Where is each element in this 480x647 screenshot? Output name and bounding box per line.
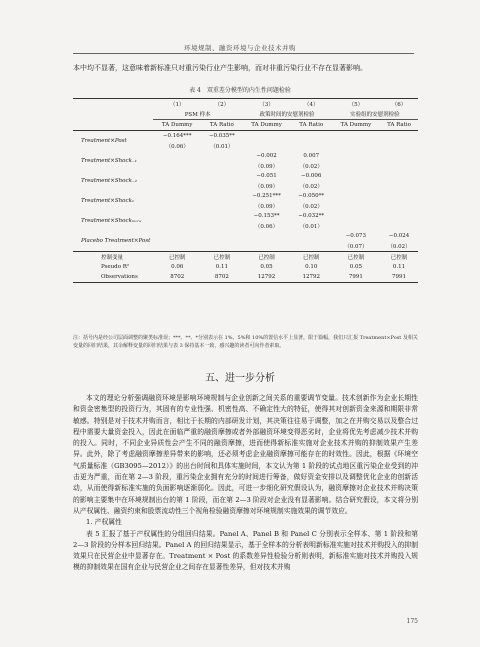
coef-cell: −0.251*** bbox=[252, 193, 281, 199]
se-cell: （0.02） bbox=[299, 184, 323, 190]
stat-cell: 0.05 bbox=[349, 264, 363, 270]
se-cell bbox=[291, 241, 332, 252]
stat-cell: 已控制 bbox=[291, 252, 332, 263]
se-cell: （0.02） bbox=[299, 164, 323, 170]
se-cell bbox=[201, 221, 242, 231]
coef-cell bbox=[242, 231, 290, 241]
column-number: （1） bbox=[153, 99, 201, 110]
se-cell: （0.01） bbox=[210, 144, 234, 150]
table-row bbox=[73, 120, 418, 131]
paragraph: 本文的理论分析强调融资环境是影响环境规制与企业创新之间关系的重要调节变量。技术创新作为企业长期性和资金密集型的投资行为，其固有的专业性强、机密性高、不确定性大的特征，使得其对创新资金来源和期限非常敏感。特别是对于技术并购而言，相比于长期的内部研发计划，其决策往往易于调整，加之在并购交易以及整合过程中需要大量资金投入，因此在面临严重的融资摩擦或者外部融资环境变得恶劣时，企业将优先考虑减少技术并购的投入。同时，不同企业异质性会产生不同的融资摩擦，进而使得新标准实施对企业技术并购的抑制效果产生差异。此外，除了考虑融资摩擦差异带来的影响，还必须考虑企业融资摩擦可能存在的时效性。因此，根据《环境空气质量标准（GB3095—2012）》的出台时间和具体实施时间，本文认为第 1 阶段的试点地区重污染企业受到的冲击更为严重，而在第 2—3 阶段，重污染企业拥有充分的时间进行筹备，做好资金安排以及调整优化企业的创新活动，从而使得新标准实施的负面影响逐渐弱化。因此，可进一步细化研究假设认为，融资摩擦对企业技术并购决策的影响主要集中在环境规制出台的第 1 阶段，而在第 2—3 阶段对企业没有显著影响。结合研究假设，本文将分别从产权属性、融资约束和股票流动性三个视角检验融资摩擦对环境规制实施效果的调节效应。 bbox=[73, 394, 418, 515]
coef-cell: −0.024 bbox=[388, 233, 410, 239]
coef-cell bbox=[201, 171, 242, 181]
se-cell bbox=[242, 241, 290, 252]
se-cell bbox=[201, 161, 242, 171]
se-cell: （0.02） bbox=[299, 204, 323, 210]
row-label: Treatment×Post bbox=[81, 138, 127, 144]
coef-cell: −0.050** bbox=[298, 193, 325, 199]
body-text bbox=[73, 393, 418, 574]
coef-cell bbox=[332, 171, 380, 181]
column-number: （6） bbox=[380, 99, 418, 110]
stat-cell: 已控制 bbox=[332, 252, 380, 263]
regression-table bbox=[73, 98, 418, 283]
se-cell bbox=[380, 161, 418, 171]
row-label: Treatment×Shock₁ bbox=[81, 198, 135, 204]
row-label: 控制变量 bbox=[73, 252, 153, 263]
group-header: PSM 样本 bbox=[153, 109, 242, 120]
stat-cell: 0.10 bbox=[305, 264, 318, 270]
column-number: （4） bbox=[291, 99, 332, 110]
coef-cell bbox=[153, 151, 201, 161]
coef-cell bbox=[380, 171, 418, 181]
page-number: 175 bbox=[406, 618, 418, 625]
se-cell bbox=[380, 201, 418, 211]
se-cell bbox=[153, 161, 201, 171]
coef-cell: −0.153** bbox=[253, 213, 280, 219]
coef-cell bbox=[332, 211, 380, 221]
table-row bbox=[73, 211, 418, 221]
intro-text: 本中均不显著，这意味着新标准只对重污染行业产生影响，而对非重污染行业不存在显著影响。 bbox=[73, 64, 367, 72]
column-number: （5） bbox=[332, 99, 380, 110]
row-label: Treatment×Shock₋₁ bbox=[81, 158, 138, 164]
row-label: Treatment×Shockₘₒᵣₑ bbox=[81, 218, 142, 224]
stat-cell: 0.05 bbox=[260, 264, 273, 270]
column-number: （3） bbox=[242, 99, 290, 110]
se-cell bbox=[332, 221, 380, 231]
coef-cell bbox=[291, 131, 332, 142]
stat-cell: 8702 bbox=[153, 272, 201, 283]
stat-cell: 7991 bbox=[380, 272, 418, 283]
coef-cell bbox=[201, 231, 242, 241]
coef-cell bbox=[153, 171, 201, 181]
se-cell bbox=[201, 201, 242, 211]
table-row bbox=[73, 252, 418, 263]
coef-cell bbox=[153, 211, 201, 221]
table-row bbox=[73, 131, 418, 142]
stat-cell: 0.11 bbox=[215, 264, 228, 270]
se-cell: （0.06） bbox=[254, 224, 279, 230]
row-label: Pseudo R² bbox=[101, 264, 130, 270]
table-row bbox=[73, 262, 418, 272]
table-row bbox=[73, 151, 418, 161]
coef-cell bbox=[242, 131, 290, 142]
stat-cell: 已控制 bbox=[153, 252, 201, 263]
coef-cell: −0.035** bbox=[208, 133, 235, 139]
coef-cell bbox=[332, 151, 380, 161]
coef-cell bbox=[380, 211, 418, 221]
column-header: TA Ratio bbox=[380, 120, 418, 131]
coef-cell: −0.051 bbox=[256, 173, 277, 179]
column-header: TA Ratio bbox=[291, 120, 332, 131]
coef-cell: −0.006 bbox=[301, 173, 322, 179]
table-row bbox=[73, 191, 418, 201]
table-row bbox=[73, 99, 418, 110]
se-cell bbox=[332, 201, 380, 211]
column-header: TA Dummy bbox=[242, 120, 290, 131]
se-cell: （0.02） bbox=[387, 244, 411, 250]
coef-cell bbox=[380, 131, 418, 142]
coef-cell bbox=[153, 231, 201, 241]
se-cell: （0.09） bbox=[254, 164, 279, 170]
stat-cell: 已控制 bbox=[201, 252, 242, 263]
table-row bbox=[73, 109, 418, 120]
coef-cell: −0.073 bbox=[345, 233, 367, 239]
se-cell bbox=[201, 181, 242, 191]
coef-cell bbox=[291, 231, 332, 241]
se-cell bbox=[153, 181, 201, 191]
table-cell-blank bbox=[73, 99, 153, 110]
se-cell bbox=[380, 221, 418, 231]
stat-cell: 已控制 bbox=[380, 252, 418, 263]
se-cell bbox=[332, 161, 380, 171]
stat-cell: 0.06 bbox=[171, 264, 184, 270]
column-header: TA Ratio bbox=[201, 120, 242, 131]
se-cell: （0.01） bbox=[299, 224, 323, 230]
coef-cell bbox=[201, 191, 242, 201]
stat-cell: 0.11 bbox=[392, 264, 406, 270]
coef-cell bbox=[380, 191, 418, 201]
se-cell bbox=[332, 141, 380, 151]
se-cell: （0.09） bbox=[254, 184, 279, 190]
se-cell: （0.09） bbox=[254, 204, 279, 210]
coef-cell: 0.007 bbox=[303, 153, 320, 159]
group-header: 政策时间的安慰剂检验 bbox=[242, 109, 331, 120]
header-rule bbox=[73, 53, 414, 54]
stat-cell: 8702 bbox=[201, 272, 242, 283]
row-label: Observations bbox=[73, 272, 153, 283]
table-row bbox=[73, 231, 418, 241]
table-row bbox=[73, 272, 418, 283]
se-cell bbox=[380, 181, 418, 191]
se-cell bbox=[201, 241, 242, 252]
stat-cell: 12792 bbox=[291, 272, 332, 283]
se-cell bbox=[153, 241, 201, 252]
table-note: 注：括号内是经公司层面调整的聚类标准误；***、**、*分别表示在 1%、5%和 10%的置信水平上显著，限于篇幅，我们只汇报 Treatment×Post 及相关变量的回归结果，其余解释变量的回归结果与表 3 保持基本一致，感兴趣的读者可向作者索取。 bbox=[73, 335, 418, 349]
stat-cell: 已控制 bbox=[242, 252, 290, 263]
section-title: 五、进一步分析 bbox=[205, 373, 275, 384]
column-header: TA Dummy bbox=[153, 120, 201, 131]
table-cell-blank bbox=[73, 120, 153, 131]
coef-cell bbox=[380, 151, 418, 161]
coef-cell: −0.002 bbox=[256, 153, 277, 159]
paragraph: 表 5 汇报了基于产权属性的分组回归结果。Panel A、Panel B 和 Panel C 分别表示全样本、第 1 阶段和第 2—3 阶段的分样本回归结果。Panel A 的回归结果显示，基于全样本的分析表明新标准实施对技术并购投入的抑制效果只在民营企业中显著存在。Treatment × Post 的系数差异性检验分析则表明，新标准实施对技术并购投入规模的抑制效果在国有企业与民营企业之间存在显著性差异，但对技术并购 bbox=[73, 529, 418, 572]
coef-cell bbox=[201, 151, 242, 161]
group-header: 实验组的安慰剂检验 bbox=[332, 109, 418, 120]
se-cell bbox=[380, 141, 418, 151]
coef-cell bbox=[332, 131, 380, 142]
se-cell bbox=[291, 141, 332, 151]
se-cell: （0.07） bbox=[344, 244, 368, 250]
row-label: Placebo Treatment×Post bbox=[81, 238, 151, 244]
stat-cell: 7991 bbox=[332, 272, 380, 283]
subheading: 1. 产权属性 bbox=[86, 518, 122, 527]
table-caption: 表 4 双重差分模型的内生性问题检验 bbox=[189, 87, 291, 94]
coef-cell bbox=[201, 211, 242, 221]
running-header: 环境规制、融资环境与企业技术并购 bbox=[184, 44, 296, 52]
se-cell bbox=[332, 181, 380, 191]
column-header: TA Dummy bbox=[332, 120, 380, 131]
row-label: Treatment×Shock₋₂ bbox=[81, 178, 138, 184]
se-cell bbox=[153, 201, 201, 211]
coef-cell: −0.164*** bbox=[162, 133, 192, 139]
table-cell-blank bbox=[73, 109, 153, 120]
coef-cell: −0.032** bbox=[298, 213, 325, 219]
column-number: （2） bbox=[201, 99, 242, 110]
coef-cell bbox=[332, 191, 380, 201]
se-cell bbox=[153, 221, 201, 231]
coef-cell bbox=[153, 191, 201, 201]
se-cell bbox=[242, 141, 290, 151]
se-cell: （0.06） bbox=[165, 144, 189, 150]
table-row bbox=[73, 171, 418, 181]
stat-cell: 12792 bbox=[242, 272, 290, 283]
